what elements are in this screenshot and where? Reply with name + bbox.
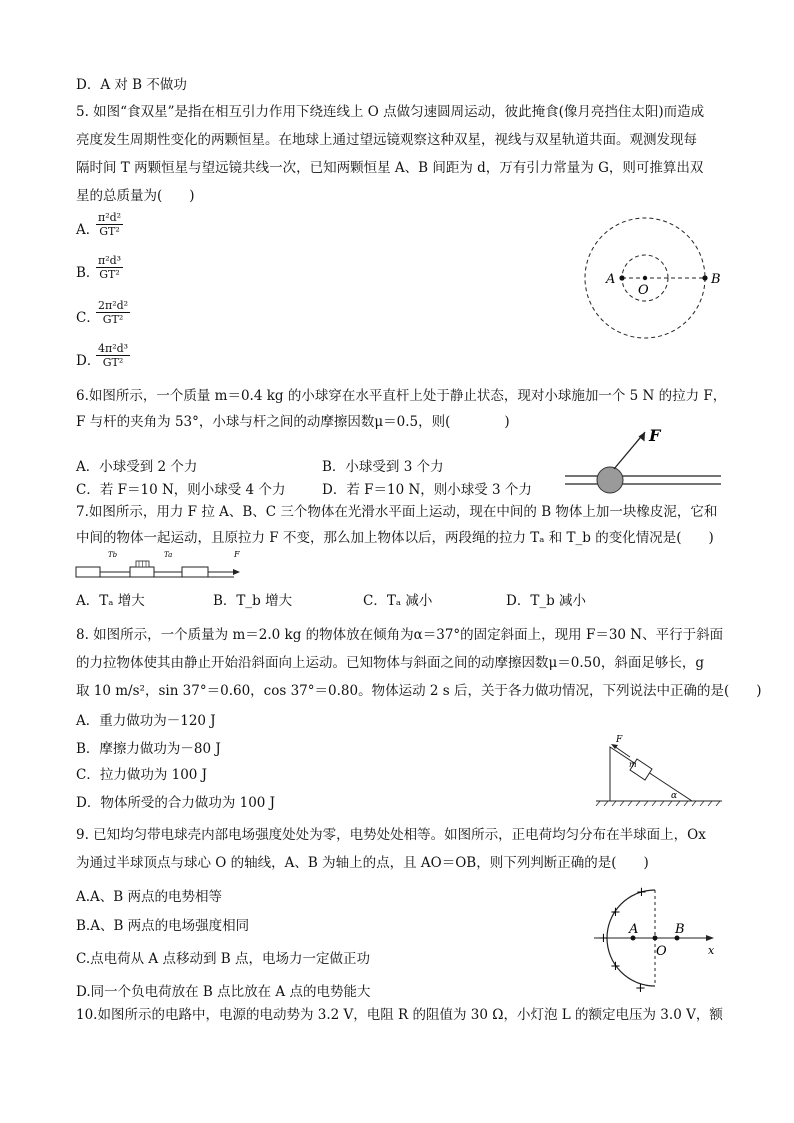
q6-option-b: B．小球受到 3 个力: [322, 459, 444, 475]
q5-option-d-denominator: GT²: [102, 356, 124, 369]
q6-stem-line-1: 6.如图所示，一个质量 m＝0.4 kg 的小球穿在水平直杆上处于静止状态，现对小球施加一个 5 N 的拉力 F，: [76, 388, 727, 404]
q8-option-c: C．拉力做功为 100 J: [76, 767, 208, 783]
label-o: O: [656, 944, 667, 959]
q6-option-a: A．小球受到 2 个力: [76, 459, 198, 475]
q7-option-b: B．T_b 增大: [213, 593, 293, 609]
plus-sign-4: +: [610, 959, 621, 974]
label-f: F: [234, 550, 240, 559]
q9-option-c: C.点电荷从 A 点移动到 B 点，电场力一定做正功: [76, 951, 370, 967]
label-b: B: [711, 272, 721, 287]
axis-arrow-head: [706, 935, 714, 941]
q5-option-c-fraction: [96, 299, 130, 326]
label-tb: Tb: [108, 551, 118, 559]
label-f: F: [616, 735, 623, 745]
block-a: [76, 567, 100, 577]
label-x: x: [708, 944, 715, 957]
q5-option-a-numerator: π²d²: [98, 211, 122, 224]
q5-option-b-denominator: GT²: [99, 268, 120, 281]
star-a-dot: [619, 275, 624, 280]
star-b-dot: [702, 275, 707, 280]
label-o: O: [638, 283, 649, 298]
q7-option-d: D．T_b 减小: [506, 593, 587, 609]
q5-option-d-label: D．: [76, 353, 101, 369]
q6-ball-on-rod-figure: [565, 424, 725, 500]
ball: [597, 467, 623, 493]
plus-sign-2: +: [610, 905, 621, 920]
label-alpha: α: [671, 791, 678, 801]
force-label: F: [649, 426, 661, 445]
q5-option-a-fraction: [96, 211, 123, 238]
force-arrow-head: [639, 432, 646, 442]
q5-option-b-label: B．: [76, 265, 100, 281]
q9-option-d: D.同一个负电荷放在 B 点比放在 A 点的电势能大: [76, 984, 371, 1000]
q5-binary-star-figure: [580, 215, 730, 355]
q8-option-d: D．物体所受的合力做功为 100 J: [76, 795, 276, 811]
q5-option-c-numerator: 2π²d²: [98, 299, 129, 312]
q8-stem-line-2: 的力拉物体使其由静止开始沿斜面向上运动。已知物体与斜面之间的动摩擦因数μ＝0.50，斜面足够长，g: [76, 655, 704, 671]
label-ta: Ta: [164, 551, 173, 559]
q8-stem-line-1: 8. 如图所示，一个质量为 m＝2.0 kg 的物体放在倾角为α＝37°的固定斜面上，现用 F＝30 N、平行于斜面: [76, 627, 724, 643]
q6-option-c: C．若 F＝10 N，则小球受 4 个力: [76, 482, 286, 498]
block-b: [130, 567, 154, 577]
label-a: A: [629, 922, 639, 937]
q7-option-a: A．Tₐ 增大: [76, 593, 145, 609]
q5-option-b-numerator: π²d³: [98, 254, 122, 267]
q5-option-d-fraction: [96, 342, 130, 369]
q9-stem-line-1: 9. 已知均匀带电球壳内部电场强度处处为零，电势处处相等。如图所示，正电荷均匀分布在半球面上，Ox: [76, 827, 706, 843]
q5-option-c-label: C．: [76, 310, 100, 326]
q8-option-a: A．重力做功为－120 J: [76, 713, 216, 729]
incline-triangle: [610, 747, 692, 801]
q7-option-c: C．Tₐ 减小: [363, 593, 433, 609]
q5-option-c-denominator: GT²: [102, 313, 124, 326]
q6-stem-line-2: F 与杆的夹角为 53°，小球与杆之间的动摩擦因数μ＝0.5，则( ): [76, 414, 510, 430]
plus-sign-5: +: [635, 981, 646, 996]
q10-stem-line-1: 10.如图所示的电路中，电源的电动势为 3.2 V，电阻 R 的阻值为 30 Ω，小灯泡 L 的额定电压为 3.0 V，额: [76, 1007, 723, 1023]
q7-stem-line-1: 7.如图所示，用力 F 拉 A、B、C 三个物体在光滑水平面上运动，现在中间的 B 物体上加一块橡皮泥，它和: [76, 504, 718, 520]
q5-option-a-label: A．: [76, 222, 100, 238]
q6-option-d: D．若 F＝10 N，则小球受 3 个力: [322, 482, 532, 498]
q9-hemisphere-figure: [590, 882, 730, 1002]
label-m: m: [629, 760, 637, 769]
plus-sign-1: +: [636, 885, 647, 900]
q5-option-a-denominator: GT²: [99, 225, 120, 238]
q5-stem-line-4: 星的总质量为( ): [76, 188, 195, 204]
plus-sign-3: +: [598, 931, 609, 946]
q5-option-b-fraction: [96, 254, 123, 281]
q5-stem-line-2: 亮度发生周期性变化的两颗恒星。在地球上通过望远镜观察这种双星，视线与双星轨道共面。观测发现每: [76, 132, 697, 148]
q7-three-blocks-figure: [76, 548, 246, 582]
q9-option-b: B.A、B 两点的电场强度相同: [76, 918, 250, 934]
center-o-dot: [643, 276, 647, 280]
q8-incline-figure: [596, 735, 726, 813]
ground-hatching: [596, 801, 720, 806]
q7-stem-line-2: 中间的物体一起运动，且原拉力 F 不变，那么加上物体以后，两段绳的拉力 Tₐ 和 T_b 的变化情况是( ): [76, 530, 714, 546]
point-o-dot: [653, 936, 658, 941]
pull-arrow-head: [233, 569, 240, 575]
q4-option-d: D．A 对 B 不做功: [76, 77, 187, 93]
block-c: [182, 567, 208, 577]
label-b: B: [675, 922, 685, 937]
q8-stem-line-3: 取 10 m/s²，sin 37°＝0.60，cos 37°＝0.80。物体运动 2 s 后，关于各力做功情况，下列说法中正确的是( ): [76, 683, 762, 699]
q8-option-b: B．摩擦力做功为－80 J: [76, 741, 221, 757]
q9-option-a: A.A、B 两点的电势相等: [76, 889, 223, 905]
q9-stem-line-2: 为通过半球顶点与球心 O 的轴线，A、B 为轴上的点，且 AO＝OB，则下列判断正确的是( ): [76, 855, 649, 871]
q5-stem-line-1: 5. 如图“食双星”是指在相互引力作用下绕连线上 O 点做匀速圆周运动，彼此掩食(像月亮挡住太阳)而造成: [76, 104, 705, 120]
q5-option-d-numerator: 4π²d³: [98, 342, 129, 355]
label-a: A: [606, 272, 616, 287]
q5-stem-line-3: 隔时间 T 两颗恒星与望远镜共线一次，已知两颗恒星 A、B 间距为 d，万有引力常量为 G，则可推算出双: [76, 160, 704, 176]
